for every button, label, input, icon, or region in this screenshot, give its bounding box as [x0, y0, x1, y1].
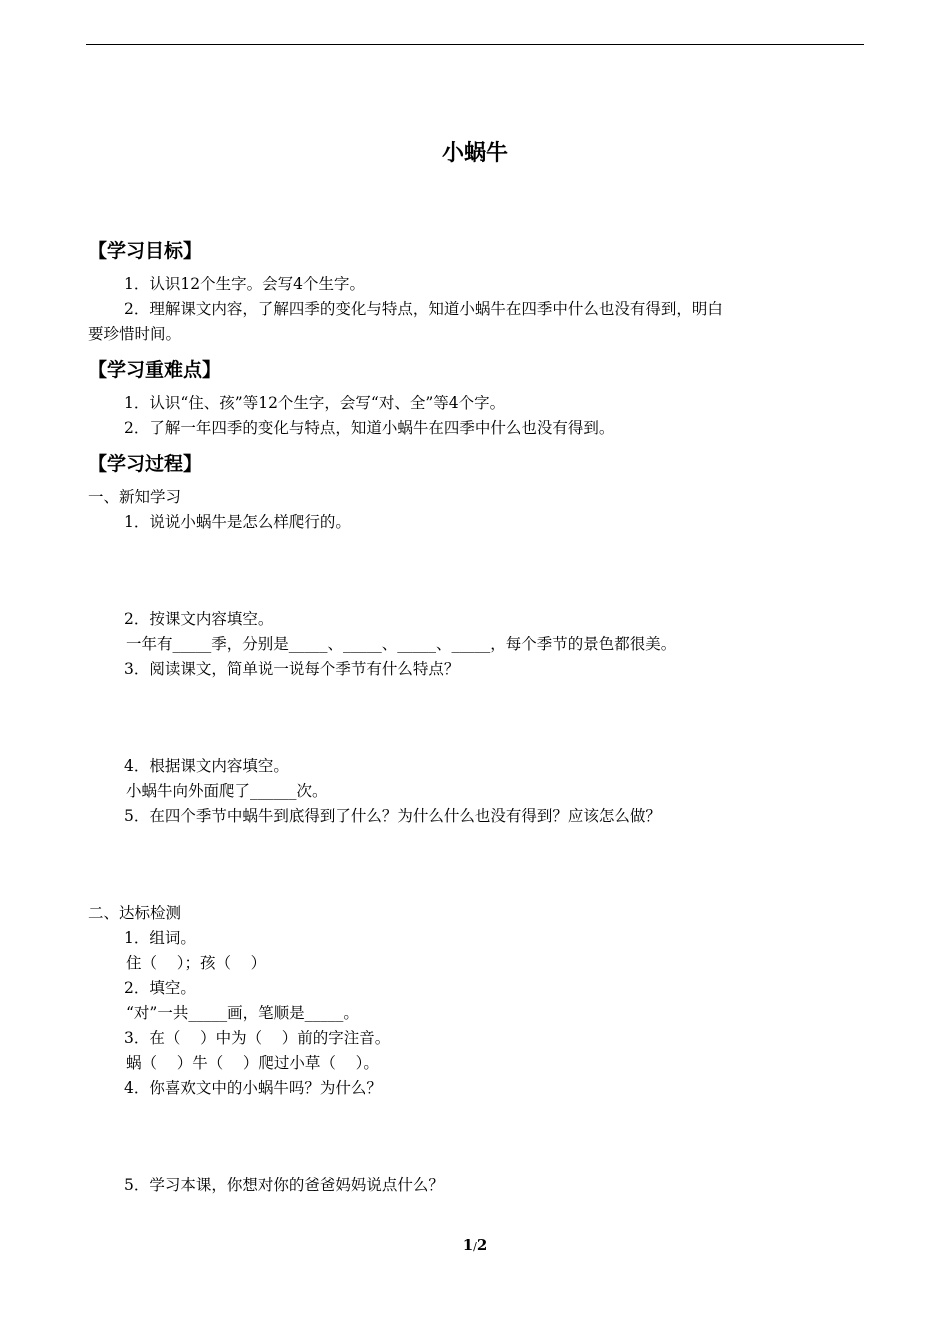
part2-q3-fill: 蜗（ ）牛（ ）爬过小草（ ）。 — [126, 1054, 379, 1072]
part2-q3: 3．在（ ）中为（ ）前的字注音。 — [124, 1029, 391, 1047]
section-heading-process: 【学习过程】 — [88, 453, 203, 475]
answer-space — [88, 829, 864, 901]
part1-q2-fill: 一年有_____季，分别是_____、_____、_____、_____，每个季节的景色都很美。 — [126, 635, 677, 653]
part1-q4: 4．根据课文内容填空。 — [124, 757, 289, 775]
answer-space — [88, 682, 864, 754]
part2-q1: 1．组词。 — [124, 929, 196, 947]
part2-q1-fill: 住（ ）；孩（ ） — [126, 954, 267, 972]
part2-q4: 4．你喜欢文中的小蜗牛吗？为什么？ — [124, 1079, 382, 1097]
part2-q2-fill: “对”一共_____画，笔顺是_____。 — [126, 1004, 359, 1022]
keypoint-item-1: 1．认识“住、孩”等12个生字，会写“对、全”等4个字。 — [124, 394, 506, 412]
goal-item-2: 2．理解课文内容，了解四季的变化与特点，知道小蜗牛在四季中什么也没有得到，明白 — [124, 300, 723, 318]
part2-label: 二、达标检测 — [88, 904, 182, 922]
answer-space — [88, 535, 864, 607]
header-rule — [86, 44, 864, 45]
page-current: 1 — [462, 1236, 474, 1254]
part1-q5: 5．在四个季节中蜗牛到底得到了什么？为什么什么也没有得到？应该怎么做？ — [124, 807, 661, 825]
part1-q3: 3．阅读课文，简单说一说每个季节有什么特点？ — [124, 660, 460, 678]
goal-item-1: 1．认识12个生字。会写4个生字。 — [124, 275, 365, 293]
answer-space — [88, 1101, 864, 1173]
section-heading-goals: 【学习目标】 — [88, 240, 203, 262]
page-total: 2 — [476, 1236, 488, 1254]
goal-item-2-cont: 要珍惜时间。 — [88, 325, 182, 343]
part1-q1: 1．说说小蜗牛是怎么样爬行的。 — [124, 513, 351, 531]
part1-q4-fill: 小蜗牛向外面爬了______次。 — [126, 782, 328, 800]
part1-label: 一、新知学习 — [88, 488, 182, 506]
part1-q2: 2．按课文内容填空。 — [124, 610, 274, 628]
page-separator: / — [473, 1240, 477, 1253]
section-heading-keypoints: 【学习重难点】 — [88, 359, 222, 381]
keypoint-item-2: 2．了解一年四季的变化与特点，知道小蜗牛在四季中什么也没有得到。 — [124, 419, 615, 437]
part2-q5: 5．学习本课，你想对你的爸爸妈妈说点什么？ — [124, 1176, 444, 1194]
page-number — [0, 1236, 950, 1254]
part2-q2: 2．填空。 — [124, 979, 196, 997]
page-title: 小蜗牛 — [441, 141, 508, 166]
document-body — [88, 234, 864, 1198]
